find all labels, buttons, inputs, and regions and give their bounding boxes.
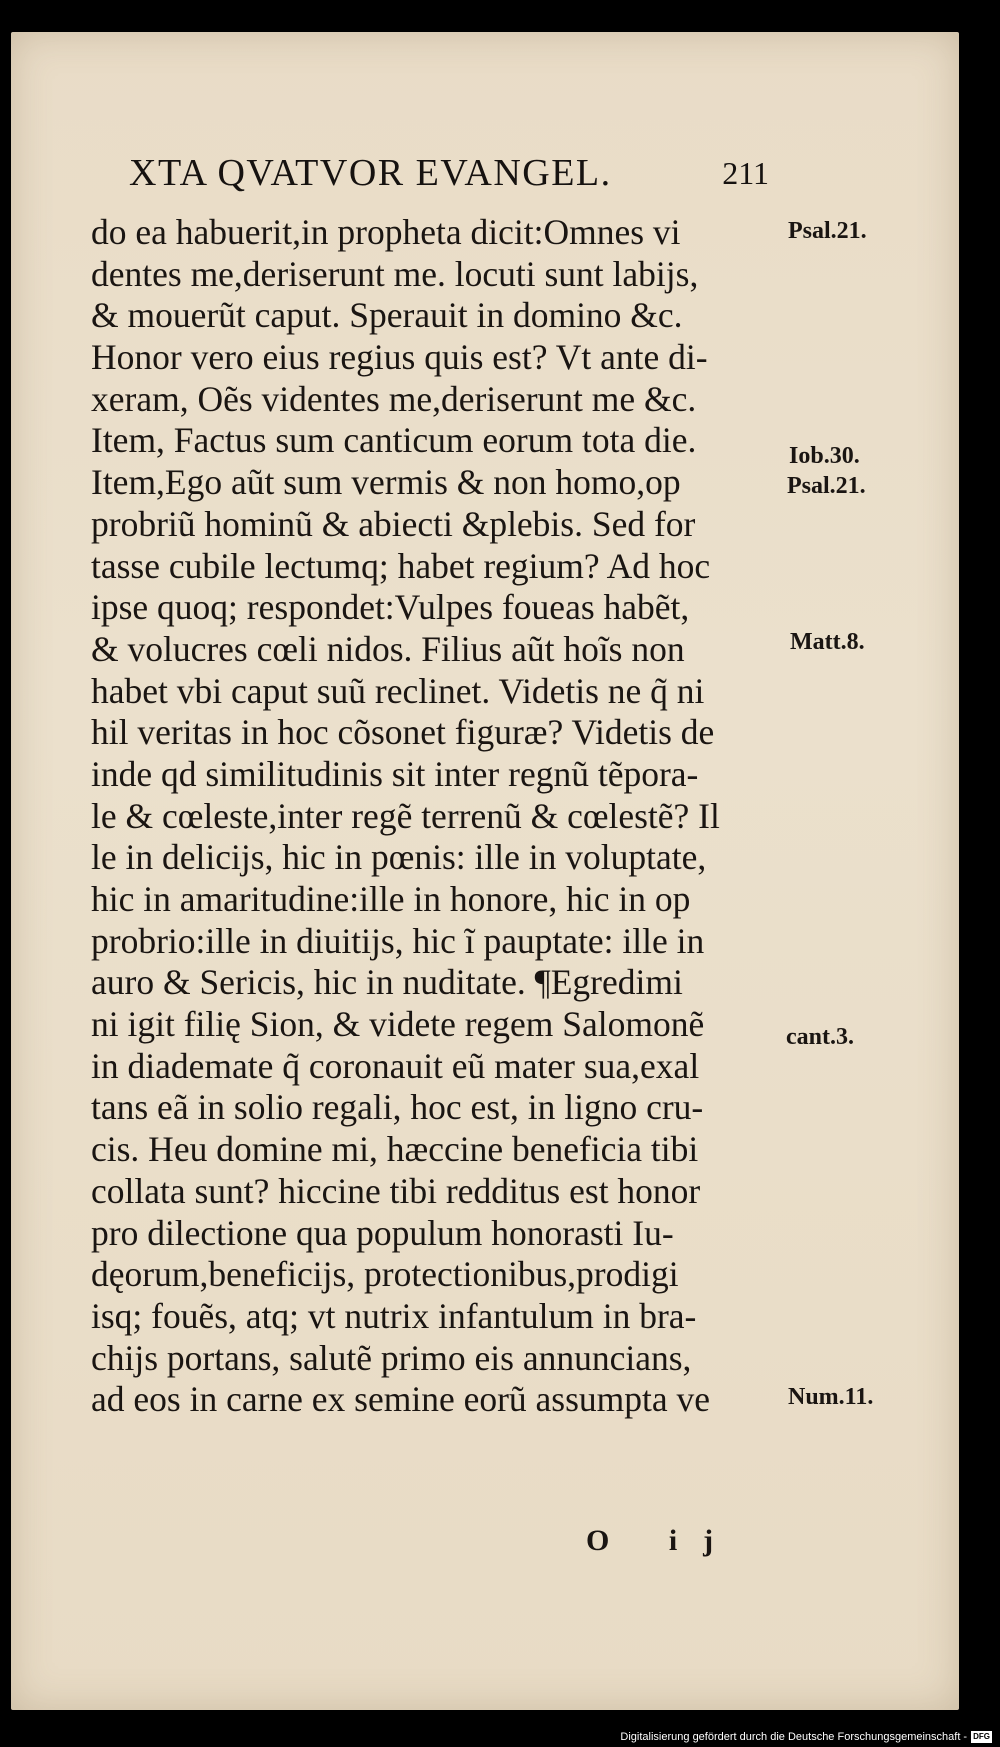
margin-note: Iob.30. <box>789 443 860 469</box>
running-header <box>129 151 769 201</box>
text-line: hic in amaritudine:ille in honore, hic in op <box>91 879 691 919</box>
text-line: in diademate q̃ coronauit eũ mater sua,exal <box>91 1045 700 1086</box>
text-line: ad eos in carne ex semine eorũ assumpta ve <box>91 1379 711 1420</box>
text-line: & volucres cœli nidos. Filius aũt hoĩs non <box>91 628 685 669</box>
text-line: dęorum,beneficijs, protectionibus,prodigi <box>91 1254 679 1295</box>
text-line: pro dilectione qua populum honorasti Iu- <box>91 1212 674 1253</box>
dfg-logo: DFG <box>973 1732 990 1741</box>
margin-note: Num.11. <box>788 1384 874 1410</box>
text-line: & mouerũt caput. Sperauit in domino &c. <box>91 295 683 336</box>
text-line: chijs portans, salutẽ primo eis annuncians, <box>91 1337 692 1378</box>
text-line: auro & Sericis, hic in nuditate. ¶Egredimi <box>91 962 683 1003</box>
book-page <box>11 32 959 1710</box>
text-line: xeram, Oẽs videntes me,deriserunt me &c. <box>91 378 697 419</box>
text-line: probriũ hominũ & abiecti &plebis. Sed for <box>91 503 696 544</box>
text-line: do ea habuerit,in propheta dicit:Omnes vi <box>91 212 681 252</box>
text-line: probrio:ille in diuitijs, hic ĩ pauptate: ille in <box>91 920 705 961</box>
text-line: dentes me,deriserunt me. locuti sunt labijs, <box>91 253 699 294</box>
text-line: le & cœleste,inter regẽ terrenũ & cœlestẽ? Il <box>91 795 720 836</box>
margin-note: cant.3. <box>786 1024 854 1050</box>
signature-mark: O ij <box>586 1524 740 1557</box>
footer-credit: Digitalisierung gefördert durch die Deutsche Forschungsgemeinschaft - <box>620 1731 968 1743</box>
margin-note: Psal.21. <box>787 473 866 499</box>
text-line: collata sunt? hiccine tibi redditus est honor <box>91 1170 701 1211</box>
digitization-footer <box>620 1729 992 1745</box>
text-line: Item, Factus sum canticum eorum tota die. <box>91 420 697 461</box>
text-line: ni igit filię Sion, & videte regem Salomonẽ <box>91 1004 705 1045</box>
text-line: inde qd similitudinis sit inter regnũ tẽpora- <box>91 753 699 794</box>
running-title: XTA QVATVOR EVANGEL. <box>129 152 612 194</box>
text-line: cis. Heu domine mi, hæccine beneficia tibi <box>91 1129 699 1170</box>
text-line: Honor vero eius regius quis est? Vt ante di- <box>91 337 708 378</box>
body-text <box>91 212 791 1421</box>
text-line: habet vbi caput suũ reclinet. Videtis ne q̃ ni <box>91 670 705 711</box>
text-line: ipse quoq; respondet:Vulpes foueas habẽt, <box>91 587 690 628</box>
margin-note: Psal.21. <box>788 218 867 244</box>
text-line: le in delicijs, hic in pœnis: ille in voluptate, <box>91 837 707 878</box>
text-line: hil veritas in hoc cõsonet figuræ? Videtis de <box>91 712 715 753</box>
text-line: Item,Ego aũt sum vermis & non homo,op <box>91 462 681 503</box>
text-line: tasse cubile lectumq; habet regium? Ad hoc <box>91 545 711 586</box>
text-line: isq; fouẽs, atq; vt nutrix infantulum in bra- <box>91 1295 697 1336</box>
text-line: tans eã in solio regali, hoc est, in ligno cru- <box>91 1087 704 1128</box>
margin-note: Matt.8. <box>790 629 865 655</box>
folio-number: 211 <box>722 155 769 191</box>
